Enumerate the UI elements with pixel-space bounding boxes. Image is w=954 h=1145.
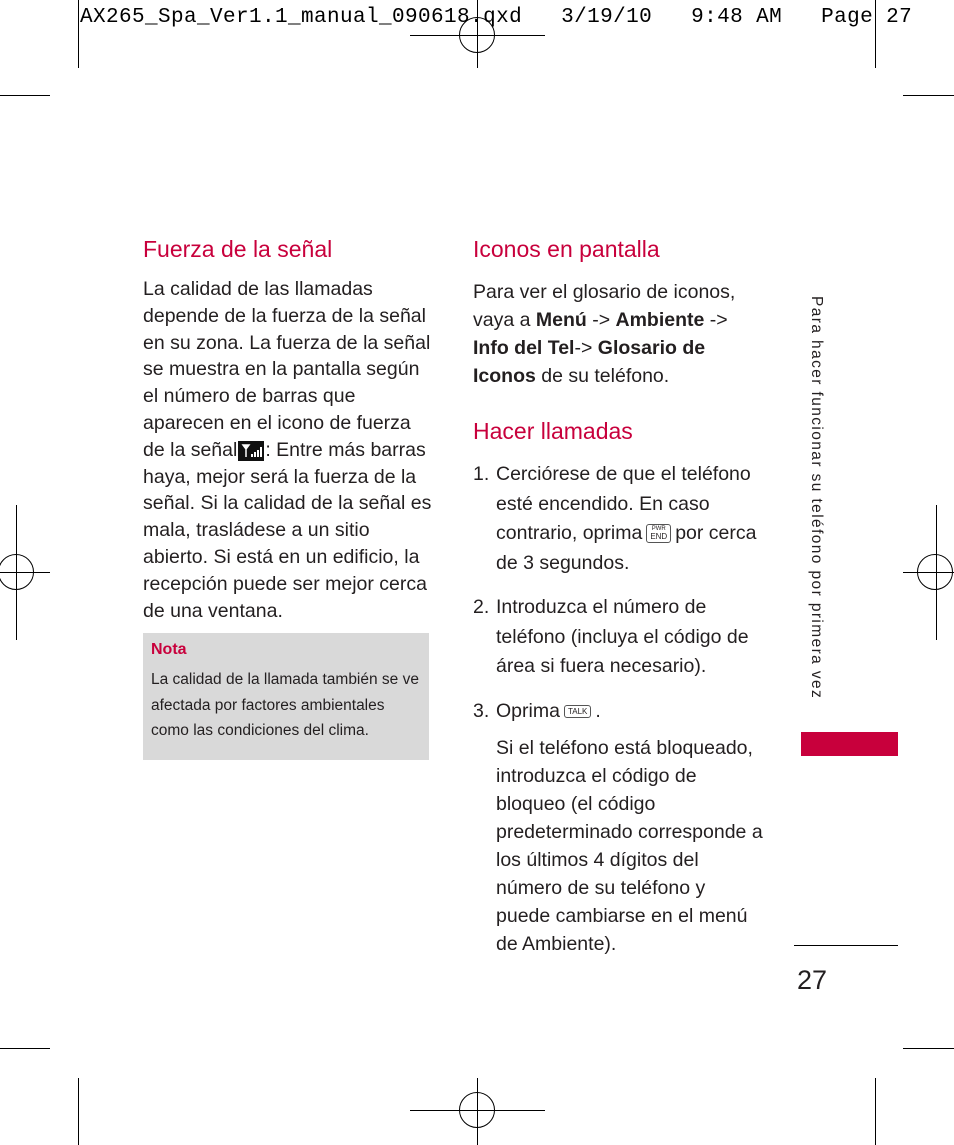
note-title: Nota	[151, 641, 187, 658]
screen-icons-paragraph	[473, 278, 748, 390]
step-number: 3.	[473, 699, 490, 722]
step-text: Introduzca el número de teléfono (incluya el código de área si fuera necesario).	[496, 596, 749, 677]
chapter-tab-marker	[801, 732, 898, 756]
step-2	[473, 593, 763, 682]
file-slug-line: AX265_Spa_Ver1.1_manual_090618.qxd 3/19/10 9:48 AM Page 27	[80, 6, 913, 29]
menu-path-ambiente: Ambiente	[615, 309, 705, 331]
step-3	[473, 697, 763, 727]
page-number-rule	[794, 945, 898, 946]
signal-text-before: La calidad de las llamadas depende de la fuerza de la señal en su zona. La fuerza de la señal se muestra en la pantalla según el número de barras que aparecen en el icono de fuerza de la señal	[143, 278, 431, 461]
step-number: 2.	[473, 596, 490, 618]
arrow-3: ->	[574, 337, 598, 359]
note-box	[143, 633, 429, 760]
step-text: por cerca de 3 segundos.	[496, 522, 757, 574]
talk-key-icon: TALK	[564, 705, 591, 718]
arrow-2: ->	[704, 309, 728, 331]
menu-path-menu: Menú	[535, 309, 587, 331]
signal-strength-heading: Fuerza de la señal	[143, 236, 333, 262]
chapter-sidebar	[795, 296, 835, 726]
icons-text-1: Para ver el glosario de iconos, vaya a	[473, 281, 736, 331]
arrow-1: ->	[586, 309, 616, 331]
chapter-title-vertical: Para hacer funcionar su teléfono por primera vez	[808, 296, 825, 700]
power-end-key-icon: PWR END	[646, 524, 671, 543]
menu-path-info: Info del Tel	[473, 337, 575, 359]
signal-text-after: : Entre más barras haya, mejor será la fuerza de la señal. Si la calidad de la señal es mala, trasládese a un sitio abierto. Si está en un edificio, la recepción puede ser mejor cerca de una ventana.	[143, 438, 432, 622]
step-text: Cerciórese de que el teléfono esté encendido. En caso contrario, oprima	[496, 463, 751, 544]
screen-icons-heading: Iconos en pantalla	[473, 236, 660, 262]
locked-text: Si el teléfono está bloqueado, introduzca el código de bloqueo (el código predeterminado corresponde a los últimos 4 dígitos del número de su teléfono y puede cambiarse en el menú de Ambiente).	[496, 737, 763, 955]
step-1	[473, 460, 763, 578]
signal-strength-icon	[238, 441, 264, 461]
signal-strength-paragraph	[143, 276, 433, 624]
step-number: 1.	[473, 463, 490, 485]
note-text: La calidad de la llamada también se ve afectada por factores ambientales como las condiciones del clima.	[151, 671, 419, 739]
menu-path-glosario: Glosario de Iconos	[473, 337, 706, 387]
step-text: Oprima	[496, 699, 560, 722]
page-number: 27	[797, 965, 828, 995]
make-calls-heading: Hacer llamadas	[473, 418, 633, 444]
step-text: .	[595, 699, 601, 722]
locked-phone-paragraph	[473, 734, 763, 958]
icons-text-2: de su teléfono.	[535, 365, 670, 387]
steps-list	[473, 460, 763, 958]
